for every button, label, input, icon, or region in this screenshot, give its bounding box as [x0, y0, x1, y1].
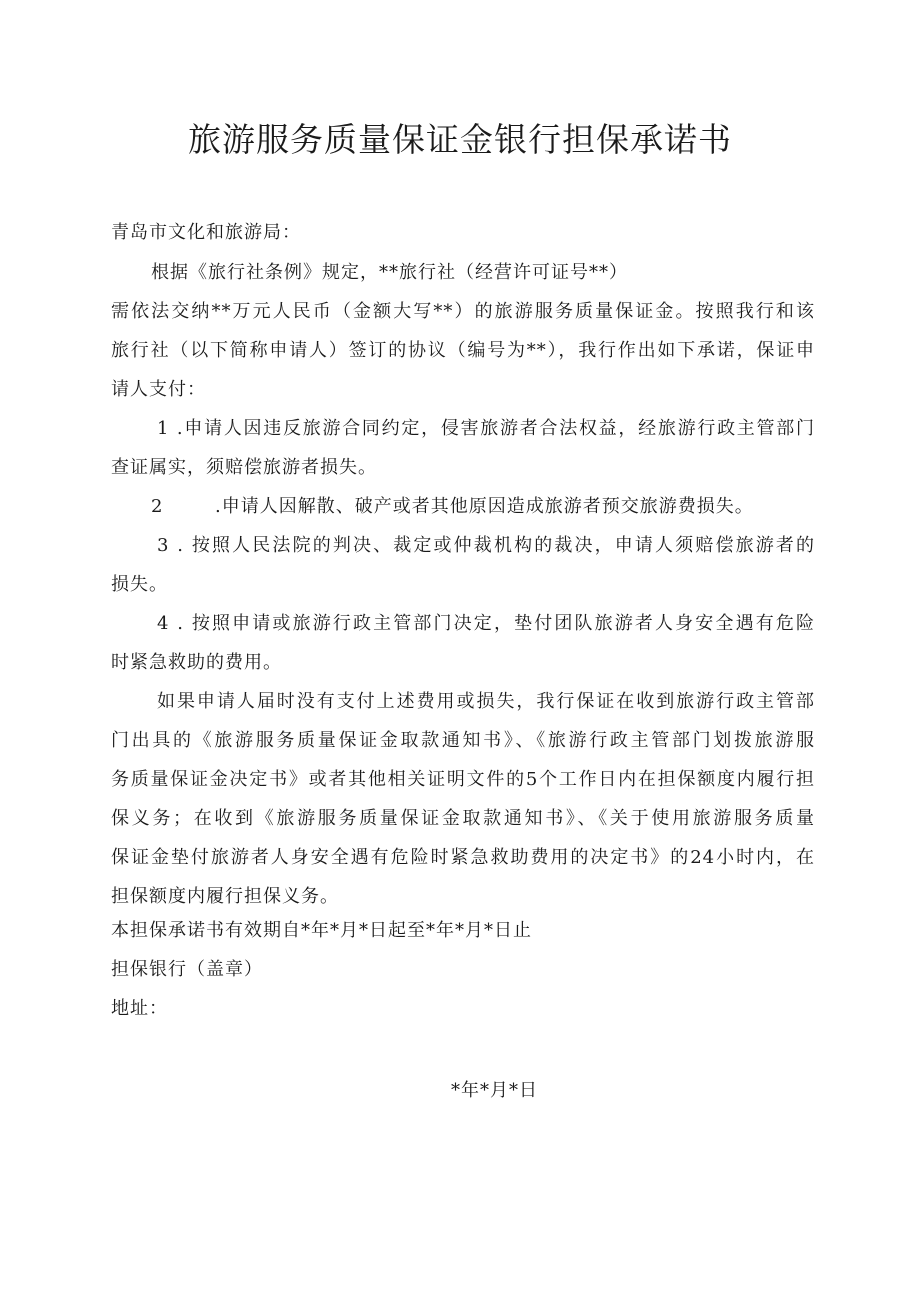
- intro-line-2: 需依法交纳**万元人民币（金额大写**）的旅游服务质量保证金。按照我行和该: [111, 301, 815, 322]
- item-1-line-1: 1 .申请人因违反旅游合同约定，侵害旅游者合法权益，经旅游行政主管部门: [157, 418, 815, 439]
- intro-line-3: 旅行社（以下简称申请人）签订的协议（编号为**），我行作出如下承诺，保证申: [111, 340, 815, 361]
- item-2-text: .申请人因解散、破产或者其他原因造成旅游者预交旅游费损失。: [215, 496, 754, 517]
- guarantee-line-5: 保证金垫付旅游者人身安全遇有危险时紧急救助费用的决定书》的24小时内，在: [111, 847, 815, 868]
- guarantee-line-2: 门出具的《旅游服务质量保证金取款通知书》、《旅游行政主管部门划拨旅游服: [111, 730, 815, 751]
- guarantee-line-4: 保义务；在收到《旅游服务质量保证金取款通知书》、《关于使用旅游服务质量: [111, 808, 815, 829]
- validity-period: 本担保承诺书有效期自*年*月*日起至*年*月*日止: [111, 920, 532, 941]
- signature-date: *年*月*日: [451, 1080, 538, 1101]
- address-label: 地址：: [111, 998, 168, 1019]
- item-1-line-2: 查证属实，须赔偿旅游者损失。: [111, 457, 377, 478]
- item-4-line-2: 时紧急救助的费用。: [111, 652, 282, 673]
- item-4-line-1: 4 . 按照申请或旅游行政主管部门决定，垫付团队旅游者人身安全遇有危险: [157, 613, 815, 634]
- recipient: 青岛市文化和旅游局：: [111, 222, 301, 243]
- item-3-line-1: 3 . 按照人民法院的判决、裁定或仲裁机构的裁决，申请人须赔偿旅游者的: [157, 535, 815, 556]
- item-2-number: 2: [151, 496, 164, 517]
- guarantee-line-6: 担保额度内履行担保义务。: [111, 886, 339, 907]
- bank-seal-label: 担保银行（盖章）: [111, 959, 263, 980]
- item-3-line-2: 损失。: [111, 574, 168, 595]
- intro-line-4: 请人支付：: [111, 379, 206, 400]
- intro-line-1: 根据《旅行社条例》规定，**旅行社（经营许可证号**）: [151, 262, 628, 283]
- guarantee-line-3: 务质量保证金决定书》或者其他相关证明文件的5个工作日内在担保额度内履行担: [111, 769, 815, 790]
- guarantee-line-1: 如果申请人届时没有支付上述费用或损失，我行保证在收到旅游行政主管部: [157, 691, 815, 712]
- document-title: 旅游服务质量保证金银行担保承诺书: [188, 120, 732, 159]
